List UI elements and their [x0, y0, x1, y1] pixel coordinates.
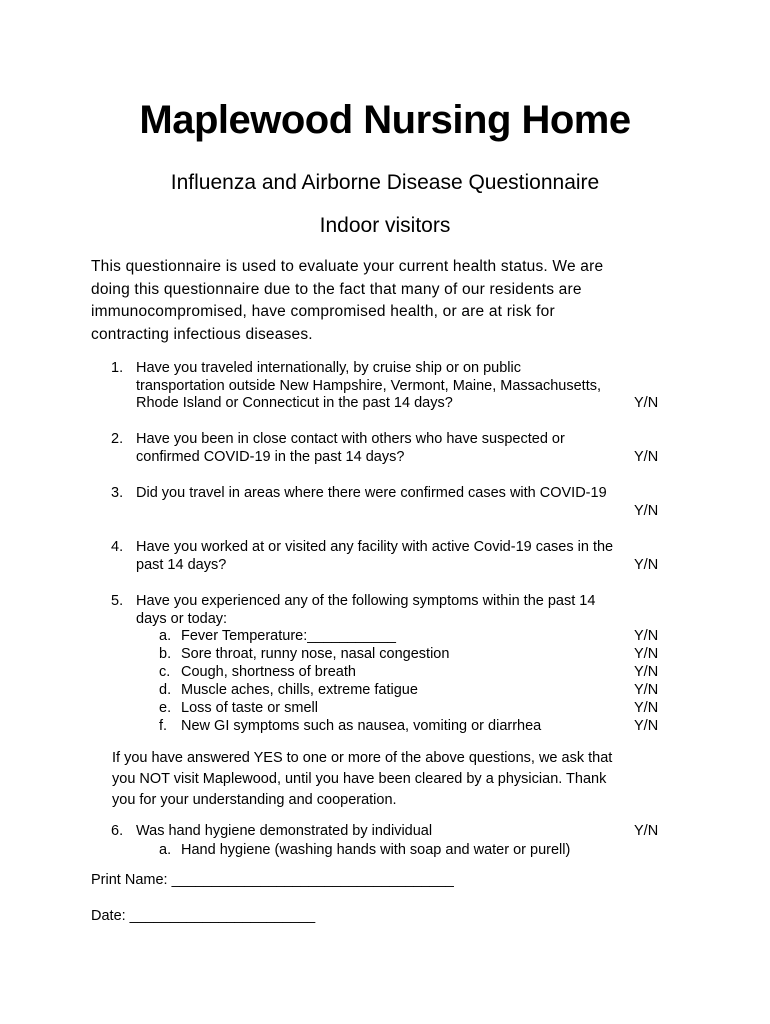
intro-line: doing this questionnaire due to the fact that many of our residents are — [91, 280, 582, 298]
question-text — [136, 485, 681, 503]
question-line: confirmed COVID-19 in the past 14 days? — [136, 448, 405, 465]
notice-line: If you have answered YES to one or more of the above questions, we ask that — [112, 750, 613, 766]
answer-yn[interactable]: Y/N — [634, 682, 659, 698]
answer-yn[interactable]: Y/N — [634, 628, 659, 644]
notice-paragraph — [112, 748, 682, 811]
question-number: 5. — [111, 593, 124, 609]
form-subtitle: Influenza and Airborne Disease Questionnaire — [170, 171, 600, 194]
symptom-text: Cough, shortness of breath — [181, 664, 356, 680]
symptom-letter: c. — [159, 664, 171, 680]
question-text — [136, 823, 681, 841]
date-field[interactable]: Date: _______________________ — [91, 908, 316, 924]
symptom-letter: e. — [159, 700, 172, 716]
question-line: Was hand hygiene demonstrated by individual — [136, 823, 433, 839]
question-line: past 14 days? — [136, 556, 227, 573]
question-text — [136, 360, 681, 413]
sub-text: Hand hygiene (washing hands with soap and water or purell) — [181, 842, 571, 858]
answer-yn[interactable]: Y/N — [634, 700, 659, 716]
question-line: transportation outside New Hampshire, Vermont, Maine, Massachusetts, — [136, 377, 602, 394]
symptom-letter: d. — [159, 682, 172, 698]
answer-yn[interactable]: Y/N — [634, 646, 659, 662]
question-line: Have you been in close contact with others who have suspected or — [136, 431, 565, 447]
question-line: Rhode Island or Connecticut in the past 14 days? — [136, 395, 453, 411]
question-line: Have you traveled internationally, by cruise ship or on public — [136, 360, 521, 376]
question-text — [136, 593, 681, 628]
symptom-text: Muscle aches, chills, extreme fatigue — [181, 682, 418, 698]
answer-yn[interactable]: Y/N — [634, 503, 659, 519]
symptom-text: Loss of taste or smell — [181, 700, 318, 716]
question-number: 4. — [111, 539, 124, 555]
print-name-field[interactable]: Print Name: ___________________________________ — [91, 872, 454, 888]
intro-line: This questionnaire is used to evaluate your current health status. We are — [91, 258, 604, 275]
answer-yn[interactable]: Y/N — [634, 449, 659, 465]
page-title: Maplewood Nursing Home — [139, 98, 631, 142]
symptom-text: Fever Temperature:___________ — [181, 628, 396, 644]
answer-yn[interactable]: Y/N — [634, 718, 659, 734]
sub-letter: a. — [159, 842, 172, 858]
intro-line: immunocompromised, have compromised health, or are at risk for — [91, 303, 555, 320]
question-line: Have you experienced any of the following symptoms within the past 14 — [136, 593, 596, 609]
question-number: 2. — [111, 431, 124, 447]
audience-subtitle: Indoor visitors — [319, 214, 451, 237]
question-number: 1. — [111, 360, 124, 376]
symptom-letter: b. — [159, 646, 172, 662]
answer-yn[interactable]: Y/N — [634, 395, 659, 411]
question-number: 3. — [111, 485, 124, 501]
answer-yn[interactable]: Y/N — [634, 557, 659, 573]
answer-yn[interactable]: Y/N — [634, 823, 659, 839]
symptom-letter: a. — [159, 628, 172, 644]
notice-line: you for your understanding and cooperation. — [112, 792, 397, 808]
question-line: Have you worked at or visited any facility with active Covid-19 cases in the — [136, 539, 614, 555]
answer-yn[interactable]: Y/N — [634, 664, 659, 680]
symptom-letter: f. — [159, 718, 168, 734]
question-line: Did you travel in areas where there were confirmed cases with COVID-19 — [136, 485, 607, 501]
symptom-text: Sore throat, runny nose, nasal congestion — [181, 646, 450, 662]
question-number: 6. — [111, 823, 124, 839]
intro-paragraph — [91, 256, 691, 346]
question-line: days or today: — [136, 610, 228, 627]
intro-line: contracting infectious diseases. — [91, 325, 313, 343]
notice-line: you NOT visit Maplewood, until you have been cleared by a physician. Thank — [112, 771, 607, 787]
symptom-text: New GI symptoms such as nausea, vomiting or diarrhea — [181, 718, 542, 734]
question-text — [136, 539, 681, 574]
question-text — [136, 431, 681, 466]
